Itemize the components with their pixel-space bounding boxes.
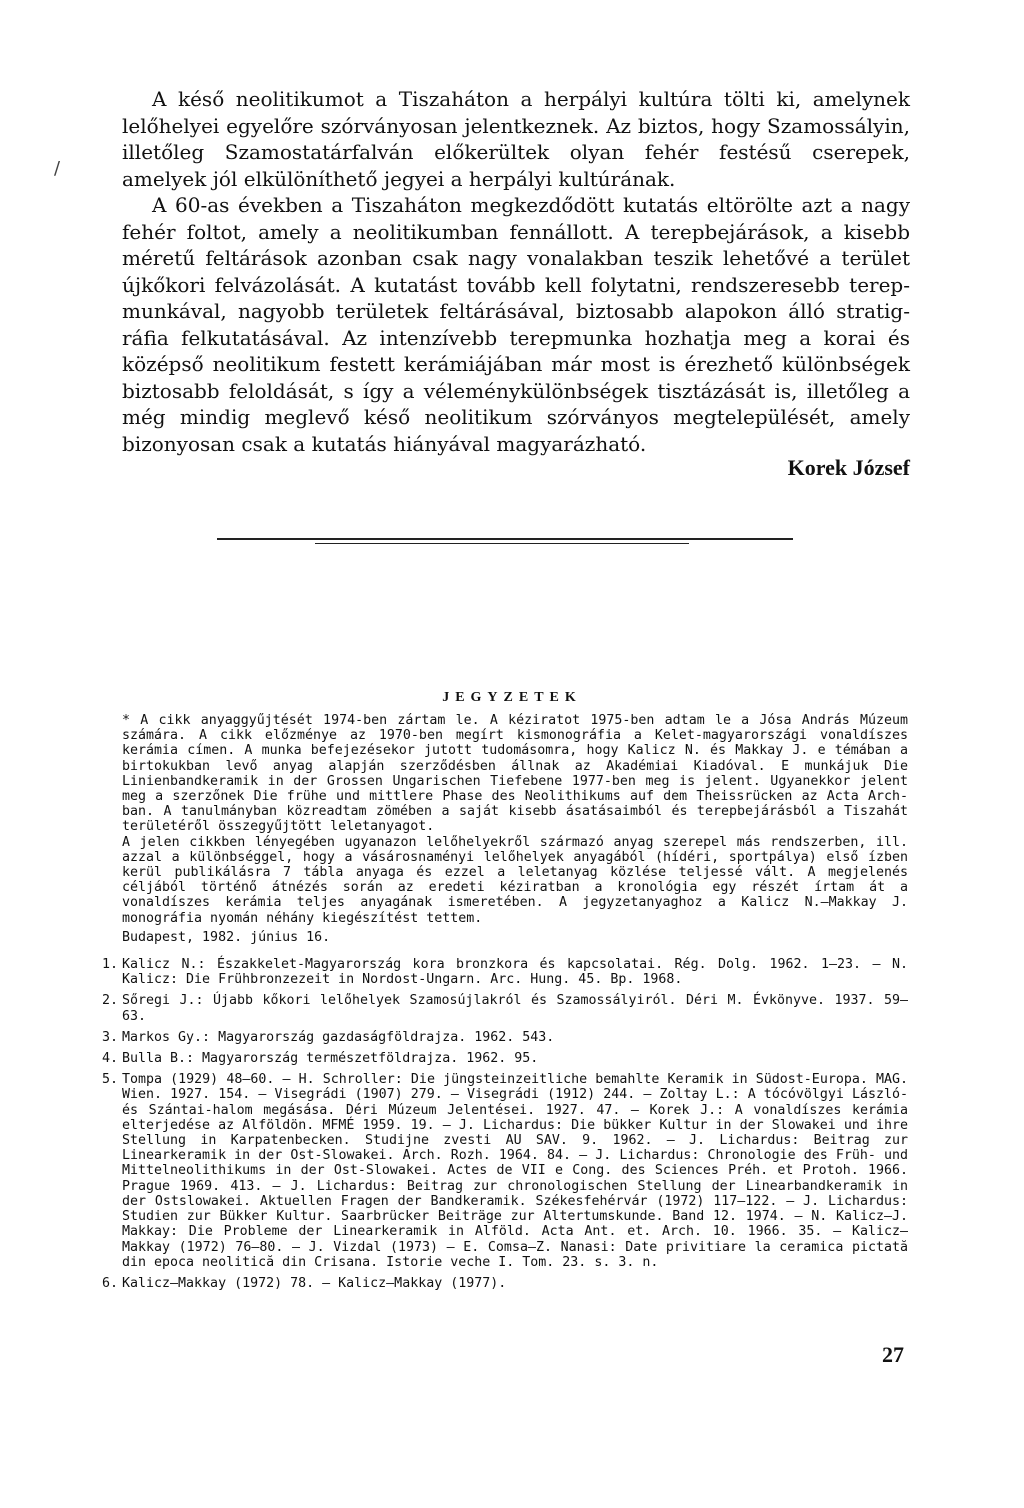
reference-number: 5. xyxy=(102,1072,119,1088)
reference-text: Tompa (1929) 48—60. — H. Schroller: Die jüngsteinzeitliche bemahlte Keramik in Südost-Europa. MAG. Wien. 1927. 154. — Visegrádi (1907) 279. — Visegrádi (1912) 244. — Zoltay L.: A tócóvölgyi László- és Szántai-halom megásása. Déri Múzeum Jelentései. 1927. 47. — Korek J.: A vonaldíszes kerámia elterjedése az Alföldön. MFMÉ 1959. 19. — J. Lichardus: Die bükker Kultur in der Slowakei und ihre Stellung in Karpatenbecken. Studijne zvesti AU SAV. 9. 1962. — J. Lichardus: Beitrag zur Linearkeramik in der Ost-Slowakei. Arch. Rozh. 1964. 84. — J. Lichardus: Chronologie des Früh- und Mittelneolithikums in der Ost-Slowakei. Actes de VII e Cong. des Sciences Préh. et Protoh. 1966. Prague 1969. 413. — J. Lichardus: Beitrag zur chronologischen Stellung der Linearbandkeramik in der Ostslowakei. Aktuellen Fragen der Bandkeramik. Székesfehérvár (1972) 117—122. — J. Lichardus: Studien zur Bükker Kultur. Saarbrücker Beiträge zur Altertumskunde. Band 12. 1974. — N. Kalicz—J. Makkay: Die Probleme der Linearkeramik in Alföld. Acta Ant. et. Arch. 10. 1966. 35. — Kalicz—Makkay (1972) 76—80. — J. Vizdal (1973) — E. Comsa—Z. Nanasi: Date privitiare la ceramica pictată din epoca neolitică din Crisana. Istorie veche I. Tom. 23. s. 3. n. xyxy=(122,1072,908,1270)
author-name: Korek József xyxy=(787,455,910,480)
note-star: * A cikk anyaggyűjtését 1974-ben zártam le. A kéziratot 1975-ben adtam le a Jósa András Múzeum számára. A cikk előzménye az 1970-ben megírt kismonográfia a Kelet-magyarországi vonaldíszes kerámia címen. A munka befejezésekor jutott tudomásomra, hogy Kalicz N. és Makkay J. e témában a birtokukban levő anyag alapján szerződésben állnak az Akadémiai Kiadóval. E munkájuk Die Linienbandkeramik in der Grossen Ungarischen Tiefebene 1977-ben meg is jelent. Ugyanekkor jelent meg a szerzőnek Die frühe und mittlere Phase des Neolithikums auf dem Theissrücken az Acta Arch-ban. A tanulmányban közreadtam zömében a saját kisebb ásatásaimból és terepbejárásból a Tiszahát területéről összegyűjtött leletanyagot. xyxy=(122,713,908,835)
reference-text: Sőregi J.: Újabb kőkori lelőhelyek Szamosújlakról és Szamossályiról. Déri M. Évkönyve. 1937. 59—63. xyxy=(122,993,908,1024)
reference-item xyxy=(102,957,908,987)
note-date: Budapest, 1982. június 16. xyxy=(122,929,331,945)
margin-mark: / xyxy=(54,158,61,179)
reference-text: Bulla B.: Magyarország természetföldrajza. 1962. 95. xyxy=(122,1051,539,1067)
page-number: 27 xyxy=(882,1342,904,1367)
reference-item xyxy=(102,993,908,1023)
reference-text: Kalicz—Makkay (1972) 78. — Kalicz—Makkay (1977). xyxy=(122,1275,507,1291)
reference-list xyxy=(102,957,908,1291)
body-text xyxy=(122,86,910,457)
section-divider xyxy=(217,538,793,546)
reference-number: 2. xyxy=(102,993,119,1009)
reference-number: 4. xyxy=(102,1051,119,1067)
divider-line-short xyxy=(315,543,689,544)
paragraph-2: A 60-as években a Tiszaháton megkezdődött kutatás eltörölte azt a nagy fehér foltot, amely a neolitikumban fennállott. A terepbejárások, a kisebb méretű feltárások azonban csak nagy vonalakban teszik lehetővé a terület újkőkori felvázolását. A kutatást tovább kell folytatni, rendszeresebb terepmunkával, nagyobb területek feltárásával, biztosabb alapokon álló stratigráfia felkutatásával. Az intenzívebb terepmunka hozhatja meg a korai és középső neolitikum festett kerámiájában már most is érezhető különbségek biztosabb feloldását, s így a véleménykülönbségek tisztázását is, illetőleg a még mindig meglevő késő neolitikum szórványos megtelepülését, amely bizonyosan csak a kutatás hiányával magyarázható. xyxy=(122,193,910,456)
reference-text: Kalicz N.: Északkelet-Magyarország kora bronzkora és kapcsolatai. Rég. Dolg. 1962. 1—23. — N. Kalicz: Die Frühbronzezeit in Nordost-Ungarn. Arc. Hung. 45. Bp. 1968. xyxy=(122,957,908,988)
reference-text: Markos Gy.: Magyarország gazdaságföldrajza. 1962. 543. xyxy=(122,1029,555,1045)
note-second: A jelen cikkben lényegében ugyanazon lelőhelyekről származó anyag szerepel más rendszerben, ill. azzal a különbséggel, hogy a vásárosnaményi lelőhelyek anyagából (hídéri, sportpálya) első ízben kerül publikálásra 7 tábla anyaga és ezzel a leletanyag közlése teljessé vált. A megjelenés céljából történő átnézés során az eredeti kéziratban a kronológia egy részét írtam át a vonaldíszes kerámia teljes anyagának ismeretében. A jegyzetanyaghoz a Kalicz N.—Makkay J. monográfia nyomán néhány kiegészítést tettem. xyxy=(122,834,908,926)
reference-number: 1. xyxy=(102,957,119,973)
notes-heading: JEGYZETEK xyxy=(442,690,582,705)
reference-number: 6. xyxy=(102,1275,119,1291)
reference-item xyxy=(102,1072,908,1270)
reference-item xyxy=(102,1051,908,1066)
notes-section xyxy=(102,713,908,1297)
reference-item xyxy=(102,1030,908,1045)
reference-number: 3. xyxy=(102,1029,119,1045)
divider-line-long xyxy=(217,538,793,540)
paragraph-1: A késő neolitikumot a Tiszaháton a herpályi kultúra tölti ki, amelynek lelőhelyei egyelőre szórványosan jelentkeznek. Az biztos, hogy Szamossályin, illetőleg Szamostatárfalván előkerültek olyan fehér festésű cserepek, amelyek jól elkülöníthető jegyei a herpályi kultúrának. xyxy=(122,87,910,191)
reference-item xyxy=(102,1276,908,1291)
